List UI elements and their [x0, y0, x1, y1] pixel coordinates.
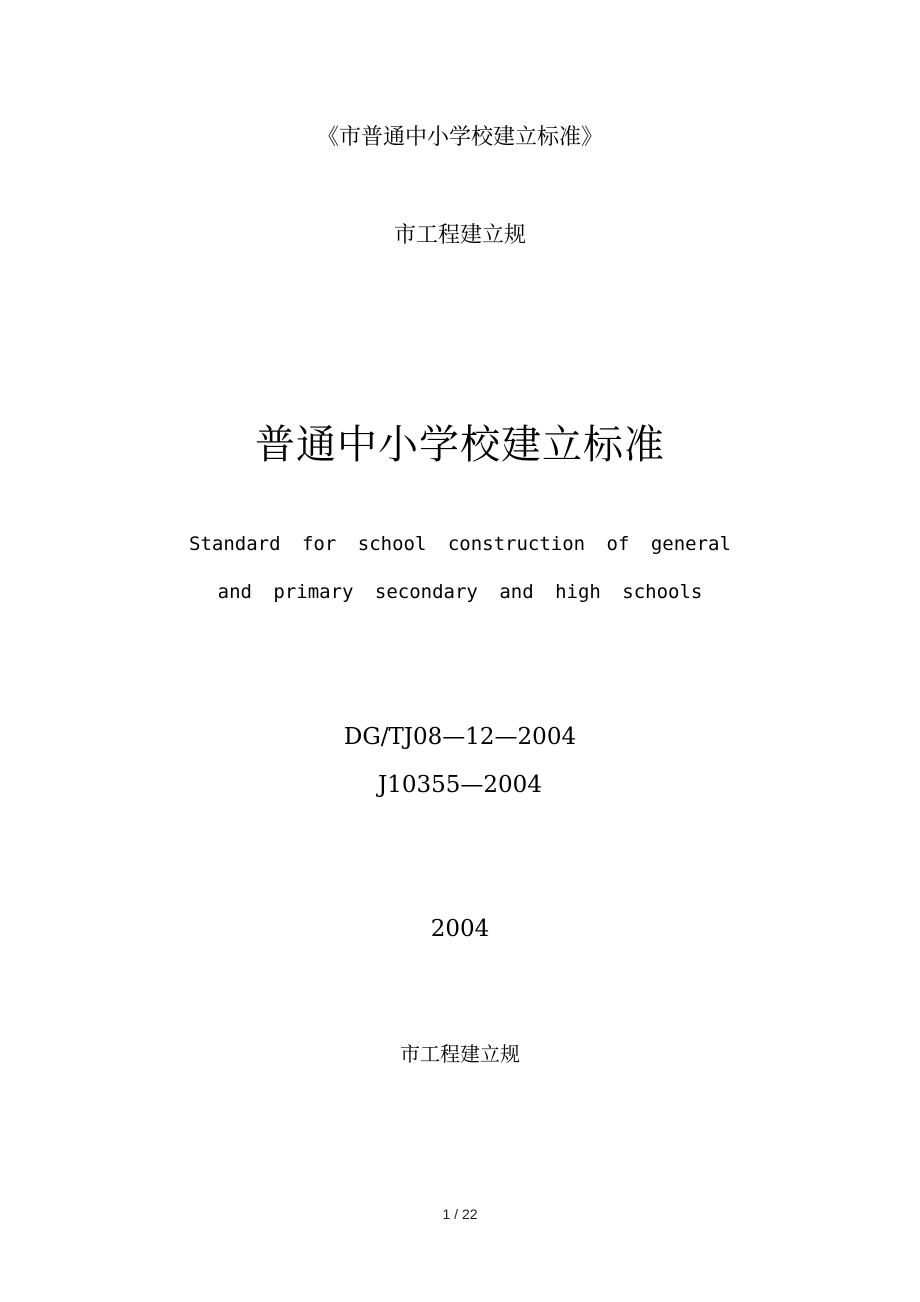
record-code: J10355—2004 — [378, 772, 542, 798]
english-title-line-1: Standard for school construction of general — [189, 533, 731, 555]
page-indicator: 1 / 22 — [442, 1206, 478, 1222]
publication-year: 2004 — [430, 916, 490, 942]
standard-code: DG/TJ08—12—2004 — [343, 724, 577, 750]
bracketed-document-title: 《市普通中小学校建立标准》 — [316, 125, 603, 150]
issuer-header: 市工程建立规 — [393, 223, 526, 248]
english-title-line-2: and primary secondary and high schools — [217, 581, 703, 603]
issuer-footer: 市工程建立规 — [400, 1042, 520, 1066]
main-title: 普通中小学校建立标准 — [255, 422, 665, 468]
